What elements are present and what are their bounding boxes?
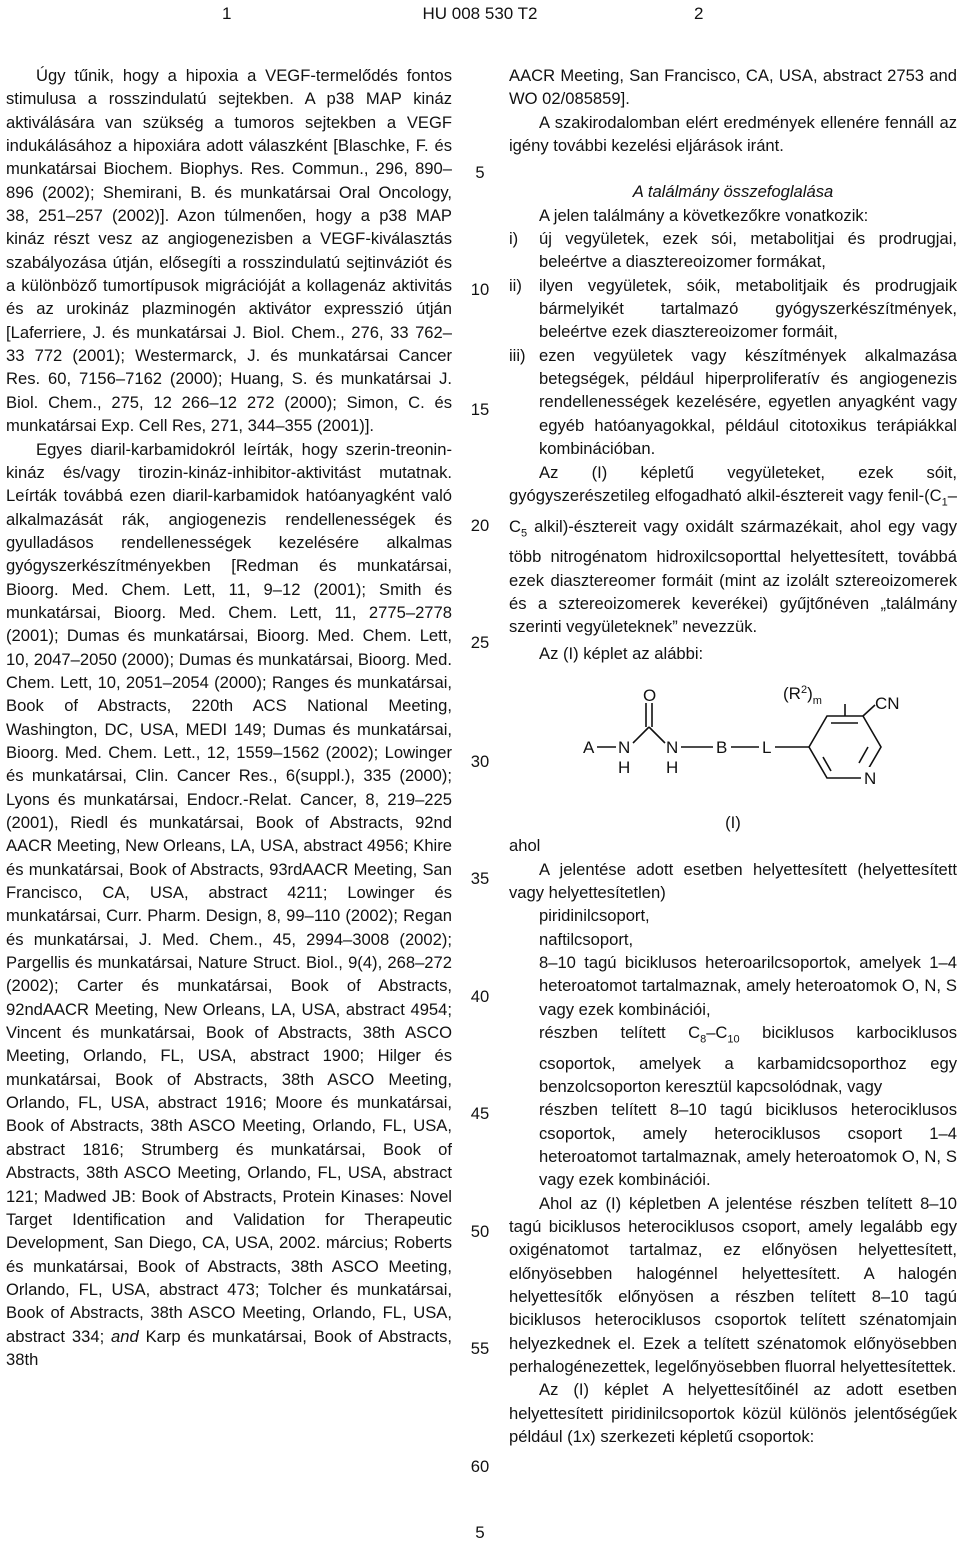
a-label: A	[583, 737, 595, 757]
paragraph-partially-saturated: Ahol az (I) képletben A jelentése részben telített 8–10 tagú biciklusos heterociklusos csoport, amely legalább egy oxigénatomot tartalmaz, ez előnyösen helyettesített, előnyösebben halogénnel helyettesített. A halogén helyettesítők előnyösen a részben telített 8–10 tagú biciklusos heterociklusos csoportok telített szénatomjain helyezkednek el. Ezek a telített szénatomok előnyösebben perhalogénezettek, legelőnyösebben fluorral helyettesítettek.	[509, 1193, 957, 1377]
ring-nitrogen-label: N	[864, 768, 877, 788]
hydrogen-label: H	[618, 757, 631, 777]
definition-carbocyclic-b: biciklusos karbociklusos csoportok, amelyek a karbamidcsoporthoz egy benzolcsoporton keresztül kapcsolódnak, vagy	[539, 1022, 957, 1096]
paragraph-diaryl-urea	[6, 438, 452, 1372]
subscript-5: 5	[520, 526, 528, 539]
header-page-right: 2	[694, 4, 704, 23]
chemical-structure-formula-i	[509, 685, 957, 805]
paragraph-diaryl-urea-text: Egyes diaril-karbamidokról leírták, hogy szerin-treonin-kináz és/vagy tirozin-kináz-inhibitor-aktivitást mutatnak. Leírták továbbá ezen diaril-karbamidok hatóanyagként való alkalmazását rák, angiogenezis rendellenességek és gyulladásos rendellenességek kezelésére alkalmas gyógyszerkészítményekben [Redman és munkatársai, Bioorg. Med. Chem. Lett, 11, 9–12 (2001); Smith és munkatársai, Bioorg. Med. Chem. Lett, 11, 2775–2778 (2001); Dumas és munkatársai, Bioorg. Med. Chem. Lett, 10, 2047–2050 (2000); Dumas és munkatársai, Bioorg. Med. Chem. Lett, 10, 2051–2054 (2000); Ranges és munkatársai, Book of Abstracts, 220th ACS National Meeting, Washington, DC, USA, MEDI 149; Dumas és munkatársai, Bioorg. Med. Chem. Lett., 12, 1559–1562 (2002); Lowinger és munkatársai, Clin. Cancer Res., 6(suppl.), 335 (2000); Lyons és munkatársai, Endocr.-Relat. Cancer, 8, 219–225 (2001), Riedl és munkatársai, Book of Abstracts, 92nd AACR Meeting, New Orleans, LA, USA, abstract 4956; Khire és munkatársai, Book of Abstracts, 93rdAACR Meeting, San Francisco, CA, USA, abstract 4211; Lowinger és munkatársai, Curr. Pharm. Design, 8, 99–110 (2002); Regan és munkatársai, J. Med. Chem., 45, 2994–3008 (2002); Pargellis és munkatársai, Nature Struct. Biol., 9(4), 268–272 (2002); Carter és munkatársai, Book of Abstracts, 92ndAACR Meeting, New Orleans, LA, USA, abstract 4954; Vincent és munkatársai, Book of Abstracts, 38th ASCO Meeting, Orlando, FL, USA, abstract 1900; Hilger és munkatársai, Book of Abstracts, 38th ASCO Meeting, Orlando, FL, USA, abstract 1916; Moore és munkatársai, Book of Abstracts, 38th ASCO Meeting, Orlando, FL, USA, abstract 1816; Strumberg és munkatársai, Book of Abstracts, 38th ASCO Meeting, Orlando, FL, USA, abstract 121; Madwed JB: Book of Abstracts, Protein Kinases: Novel Target Identification and Validation for Therapeutic Development, San Diego, CA, USA, 2002. március; Roberts és munkatársai, Book of Abstracts, 38th ASCO Meeting, Orlando, FL, USA, abstract 473; Tolcher és munkatársai, Book of Abstracts, 38th ASCO Meeting, Orlando, FL, USA, abstract 334;	[6, 439, 452, 1346]
line-number: 40	[470, 987, 490, 1006]
line-number: 30	[470, 752, 490, 771]
section-heading: A találmány összefoglalása	[632, 182, 834, 202]
line-number: 60	[470, 1457, 490, 1476]
nitrogen-label: N	[666, 737, 679, 757]
line-number: 20	[470, 516, 490, 535]
list-label: iii)	[509, 345, 526, 365]
definition-naphthyl: naftilcsoport,	[539, 929, 634, 949]
paragraph-hypoxia: Úgy tűnik, hogy a hipoxia a VEGF-termelődés fontos stimulusa a rosszindulatú sejtekben. A p38 MAP kináz aktiválására van szükség a tumoros sejtekben a VEGF indukálásához a hipoxiára adott válaszként [Blaschke, F. és munkatársai Biochem. Biophys. Res. Commun., 296, 890–896 (2002); Shemirani, B. és munkatársai Oral Oncology, 38, 251–257 (2002)]. Azon túlmenően, hogy a p38 MAP kináz részt vesz az angiogenezisben a VEGF-kiválasztás szabályozása útján, elősegíti a rosszindulatú sejtinváziót és a különböző tumortípusok migrációját a kollagenáz aktivitás és az urokináz plazminogén aktivátor expresszió útján [Laferriere, J. és munkatársai J. Biol. Chem., 276, 33 762–33 772 (2001); Westermarck, J. és munkatársai Cancer Res. 60, 7156–7162 (2000); Huang, S. és munkatársai J. Biol. Chem., 275, 12 266–12 272 (2000); Simon, C. és munkatársai Exp. Cell Res, 271, 344–355 (2001)].	[6, 66, 452, 436]
formula-label: (I)	[725, 812, 741, 832]
line-number: 55	[470, 1339, 490, 1358]
subscript-1: 1	[941, 496, 948, 509]
line-number: 25	[470, 633, 490, 652]
subscript-10: 10	[727, 1033, 740, 1046]
page-number: 5	[475, 1523, 485, 1542]
paragraph-a-definition: A jelentése adott esetben helyettesített (helyettesített vagy helyettesítetlen)	[509, 859, 957, 902]
list-label: i)	[509, 229, 519, 249]
and-word: and	[111, 1326, 139, 1346]
paragraph-need: A szakirodalomban elért eredmények ellenére fennáll az igény további kezelési eljárások iránt.	[509, 112, 957, 156]
definition-carbocyclic	[509, 1021, 957, 1098]
definition-carbocyclic-dash: –C	[706, 1022, 728, 1042]
l-label: L	[762, 737, 772, 757]
hydrogen-label: H	[666, 757, 679, 777]
b-label: B	[716, 737, 728, 757]
subscript-8: 8	[700, 1033, 707, 1046]
definition-carbocyclic-a: részben telített C	[539, 1022, 701, 1042]
list-text: ezen vegyületek vagy készítmények alkalmazása betegségek, például hiperproliferatív és angiogenezis rendellenességek kezelésére, egyetlen anyagként vagy egyéb hatóanyagokkal, például citotoxikus terápiákkal kombinációban.	[539, 345, 957, 459]
paragraph-compounds-text-a: Az (I) képletű vegyületeket, ezek sóit, gyógyszerészetileg elfogadható alkil-észtereit vagy fenil-(C	[509, 462, 957, 505]
paragraph-compounds-text-b: alkil)-észtereit vagy oxidált származékait, ahol egy vagy több nitrogénatom hidroxilcsoporttal helyettesített, továbbá ezek diasztereomer formáit (mint az izolált sztereoizomerek és a sztereoizomerek keverékei) gyűjtőnéven „találmány szerinti vegyületeknek” nevezzük.	[509, 516, 957, 637]
definition-bicyclic-heteroaryl: 8–10 tagú biciklusos heteroarilcsoportok, amelyek 1–4 heteroatomot tartalmaznak, amely heteroatomok O, N, S vagy ezek kombinációi,	[539, 952, 957, 1019]
paragraph-intro: A jelen találmány a következőkre vonatkozik:	[539, 205, 869, 225]
nitrogen-label: N	[618, 737, 631, 757]
paragraph-formula-intro: Az (I) képlet az alábbi:	[539, 643, 704, 663]
header-patent-number: HU 008 530 T2	[422, 4, 538, 23]
header-page-left: 1	[222, 4, 232, 23]
line-number: 45	[470, 1104, 490, 1123]
left-column	[6, 64, 452, 1371]
paragraph-continuation: AACR Meeting, San Francisco, CA, USA, abstract 2753 and WO 02/085859].	[509, 66, 957, 109]
definition-pyridinyl: piridinilcsoport,	[539, 906, 650, 926]
r2-label: $(R^2)_m$	[783, 684, 822, 707]
cyano-label: CN	[875, 693, 900, 713]
list-text: új vegyületek, ezek sói, metabolitjai és prodrugjai, beleértve a diasztereoizomer formákat,	[539, 229, 957, 272]
paragraph-compounds	[509, 461, 957, 639]
list-item-iii	[509, 344, 957, 461]
list-item-ii	[509, 274, 957, 344]
line-number: 10	[470, 280, 490, 299]
ahol-word: ahol	[509, 836, 541, 856]
paragraph-compounds-dash: –C	[509, 485, 957, 536]
line-number: 35	[470, 869, 490, 888]
paragraph-diaryl-urea-end: Karp és munkatársai, Book of Abstracts, 38th	[6, 1326, 452, 1369]
line-number: 5	[475, 163, 485, 182]
list-label: ii)	[509, 275, 522, 295]
line-number: 15	[470, 400, 490, 419]
list-item-i	[509, 227, 957, 274]
list-text: ilyen vegyületek, sóik, metabolitjaik és prodrugjaik bármelyikét tartalmazó gyógyszerkészítmények, beleértve ezek diasztereoizomer formáit,	[539, 275, 957, 342]
line-number: 50	[470, 1222, 490, 1241]
definition-heterocyclic: részben telített 8–10 tagú biciklusos heterociklusos csoportok, amely heterociklusos csoport 1–4 heteroatomot tartalmaznak, amely heteroatomok O, N, S vagy ezek kombinációi.	[539, 1100, 957, 1190]
right-column	[509, 64, 957, 1448]
paragraph-pyridinyl-groups: Az (I) képlet A helyettesítőinél az adott esetben helyettesített piridinilcsoportok közül különös jelentőségűek például (1x) szerkezeti képletű csoportok:	[509, 1380, 957, 1447]
oxygen-label: O	[643, 685, 657, 705]
